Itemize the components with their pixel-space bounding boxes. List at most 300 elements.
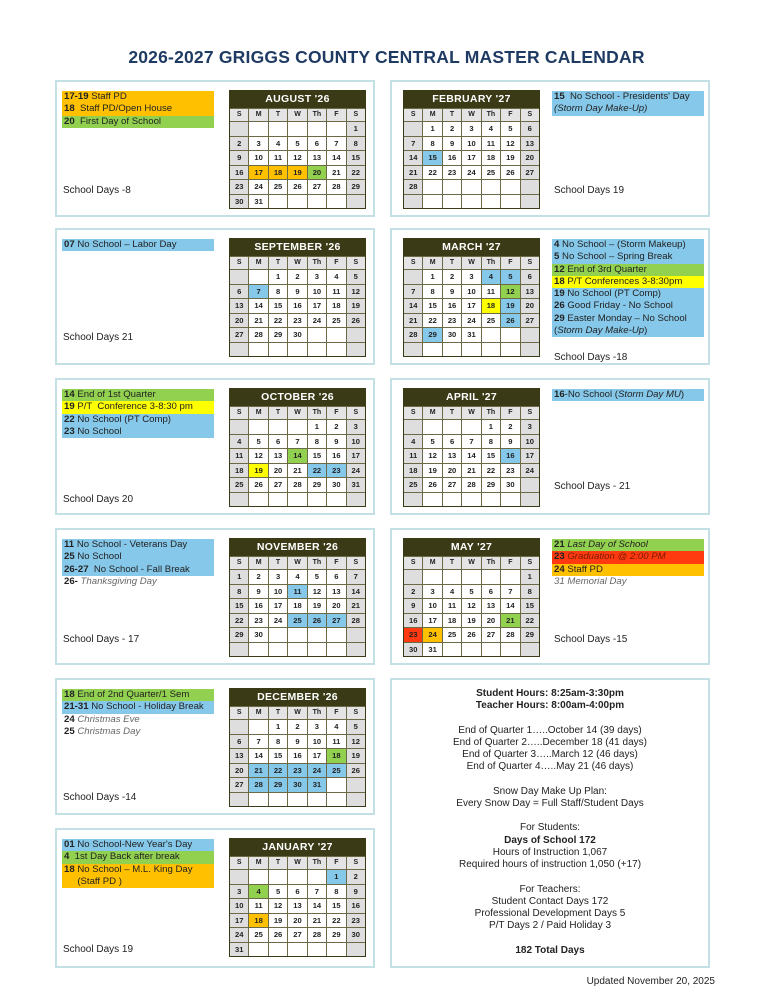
weekday-header: M [423,557,441,569]
calendar-day: 6 [230,285,248,299]
event-date: 01 [64,839,75,850]
month-title: APRIL '27 [445,391,498,403]
calendar-day: 9 [288,735,306,749]
empty-day [347,793,365,807]
event-note [552,564,704,576]
calendar-day: 30 [443,328,461,342]
empty-day [423,570,441,584]
empty-day [249,343,267,357]
calendar-day: 7 [327,137,345,151]
empty-day [308,643,326,657]
empty-day [308,122,326,136]
summary-line: 182 Total Days [515,944,585,956]
weekday-header: M [423,109,441,121]
event-text: No School - Presidents' Day [564,91,690,102]
calendar-day: 12 [249,449,267,463]
calendar-day: 27 [230,328,248,342]
calendar-day: 28 [288,478,306,492]
calendar-day: 31 [347,478,365,492]
calendar-grid [404,108,539,208]
weekday-header: W [288,707,306,719]
event-date: 22 [64,413,75,425]
calendar-day: 13 [327,585,345,599]
calendar-day: 6 [327,570,345,584]
weekday-header: S [521,407,539,419]
calendar-day: 24 [269,614,287,628]
weekday-header: M [249,557,267,569]
empty-day [423,493,441,507]
weekday-header: T [443,257,461,269]
event-date: 24 [554,563,565,575]
empty-day [288,343,306,357]
empty-day [482,643,500,657]
calendar-day: 12 [462,599,480,613]
calendar-summary-box [390,678,710,968]
empty-day [443,570,461,584]
calendar-day: 1 [230,570,248,584]
empty-day [347,943,365,957]
weekday-header: F [327,407,345,419]
event-date: 18 [554,275,565,287]
calendar-day: 22 [230,614,248,628]
weekday-header: W [288,407,306,419]
month-calendar [403,388,540,507]
calendar-day: 16 [288,749,306,763]
calendar-day: 27 [327,614,345,628]
month-title: AUGUST '26 [265,93,330,105]
event-date: 18 [64,689,75,700]
calendar-day: 14 [404,151,422,165]
calendar-day: 29 [230,628,248,642]
calendar-day: 15 [482,449,500,463]
empty-day [482,493,500,507]
calendar-day: 21 [462,464,480,478]
calendar-grid [230,556,365,656]
month-calendar [229,538,366,657]
calendar-day: 14 [288,449,306,463]
calendar-day: 29 [327,928,345,942]
weekday-header: S [347,857,365,869]
calendar-day: 23 [230,180,248,194]
event-text: Thanksgiving Day [77,575,157,587]
calendar-day: 7 [501,585,519,599]
calendar-day: 9 [443,285,461,299]
event-date: 5 [554,251,560,263]
weekday-header: Th [482,109,500,121]
empty-day [501,493,519,507]
empty-day [230,870,248,884]
calendar-day: 28 [404,328,422,342]
month-title: OCTOBER '26 [261,391,334,403]
empty-day [482,343,500,357]
empty-day [347,195,365,209]
calendar-day: 15 [521,599,539,613]
empty-day [501,343,519,357]
empty-day [423,420,441,434]
event-note [552,551,704,563]
calendar-day: 9 [404,599,422,613]
event-note [552,91,704,116]
event-text: Graduation @ 2:00 PM [564,551,666,563]
calendar-grid [404,256,539,356]
event-date: 19 [554,288,565,300]
calendar-day: 24 [462,166,480,180]
empty-day [462,343,480,357]
event-note [552,276,704,288]
event-text: Storm Day Make-Up [557,325,645,337]
weekday-header: W [462,257,480,269]
event-date: 19 [64,401,75,413]
calendar-day: 23 [443,314,461,328]
event-text: ) [680,389,685,400]
empty-day [288,493,306,507]
calendar-day: 13 [269,449,287,463]
calendar-day: 11 [327,735,345,749]
calendar-day: 7 [462,435,480,449]
empty-day [230,493,248,507]
calendar-day: 21 [288,464,306,478]
calendar-day: 10 [462,137,480,151]
school-days-count: School Days - 21 [554,481,631,492]
empty-day [443,643,461,657]
calendar-day: 29 [482,478,500,492]
calendar-day: 29 [308,478,326,492]
weekday-header: F [501,109,519,121]
calendar-day: 7 [288,435,306,449]
calendar-day: 2 [443,122,461,136]
calendar-day: 19 [249,464,267,478]
empty-day [269,493,287,507]
school-days-count: School Days 19 [63,944,134,955]
calendar-day: 25 [269,180,287,194]
calendar-day: 30 [288,778,306,792]
month-panel [55,80,375,217]
calendar-day: 15 [327,899,345,913]
empty-day [521,493,539,507]
calendar-day: 30 [230,195,248,209]
calendar-day: 11 [404,449,422,463]
event-text: ) [644,325,648,337]
empty-day [501,328,519,342]
calendar-grid [230,256,365,356]
calendar-day: 6 [230,735,248,749]
weekday-header: T [269,557,287,569]
calendar-day: 24 [308,314,326,328]
month-calendar [229,688,366,807]
empty-day [288,195,306,209]
calendar-day: 19 [423,464,441,478]
weekday-header: M [423,407,441,419]
calendar-day: 5 [501,122,519,136]
weekday-header: S [347,407,365,419]
calendar-day: 19 [308,599,326,613]
calendar-day: 12 [501,285,519,299]
calendar-day: 20 [230,314,248,328]
calendar-day: 10 [230,899,248,913]
month-panel [55,378,375,515]
calendar-day: 15 [230,599,248,613]
calendar-grid [404,406,539,506]
calendar-day: 24 [423,628,441,642]
calendar-day: 4 [404,435,422,449]
weekday-header: S [230,257,248,269]
calendar-day: 8 [308,435,326,449]
calendar-day: 12 [347,285,365,299]
empty-day [347,628,365,642]
weekday-header: T [269,857,287,869]
calendar-day: 13 [521,285,539,299]
school-days-count: School Days -8 [63,185,131,196]
calendar-day: 25 [288,614,306,628]
event-note [62,714,214,739]
calendar-day: 23 [347,914,365,928]
calendar-day: 31 [230,943,248,957]
empty-day [404,270,422,284]
event-notes [552,239,704,337]
calendar-day: 18 [269,166,287,180]
calendar-day: 13 [482,599,500,613]
calendar-day: 15 [308,449,326,463]
empty-day [249,270,267,284]
calendar-day: 30 [501,478,519,492]
summary-line: Hours of Instruction 1,067 [492,846,608,858]
spacer [392,713,708,725]
empty-day [404,195,422,209]
empty-day [462,493,480,507]
empty-day [288,643,306,657]
empty-day [308,943,326,957]
event-date: 25 [64,551,75,563]
calendar-day: 1 [269,720,287,734]
calendar-day: 21 [404,314,422,328]
calendar-grid [230,406,365,506]
calendar-day: 28 [501,628,519,642]
weekday-header: S [521,109,539,121]
calendar-day: 21 [501,614,519,628]
calendar-day: 20 [482,614,500,628]
event-text: No School-New Year's Day [74,839,193,850]
calendar-day: 18 [482,151,500,165]
weekday-header: S [347,707,365,719]
calendar-day: 17 [308,749,326,763]
empty-day [521,328,539,342]
weekday-header: T [443,109,461,121]
event-date: 12 [554,263,565,275]
event-date: 21 [554,539,565,550]
calendar-day: 9 [230,151,248,165]
weekday-header: F [327,257,345,269]
school-days-count: School Days -18 [554,352,628,363]
empty-day [443,195,461,209]
calendar-day: 20 [230,764,248,778]
calendar-day: 10 [249,151,267,165]
event-date: 11 [64,539,75,550]
calendar-day: 7 [249,285,267,299]
empty-day [482,328,500,342]
event-notes [552,91,704,116]
weekday-header: F [327,557,345,569]
empty-day [521,643,539,657]
calendar-day: 27 [521,314,539,328]
empty-day [404,420,422,434]
empty-day [249,870,267,884]
empty-day [462,195,480,209]
event-text: Good Friday - No School [564,300,673,312]
calendar-day: 22 [482,464,500,478]
calendar-day: 6 [521,122,539,136]
empty-day [230,343,248,357]
event-date: 24 [64,713,75,725]
calendar-day: 27 [308,180,326,194]
calendar-day: 2 [249,570,267,584]
summary-line: End of Quarter 3…..March 12 (46 days) [462,749,638,761]
weekday-header: S [521,557,539,569]
calendar-day: 22 [269,764,287,778]
event-text: End of 2nd Quarter/1 Sem [74,689,190,700]
event-date: 23 [64,425,75,437]
calendar-day: 1 [423,122,441,136]
calendar-day: 20 [308,166,326,180]
empty-day [269,870,287,884]
empty-day [327,195,345,209]
empty-day [327,943,345,957]
empty-day [269,628,287,642]
event-date: 20 [64,115,75,127]
event-note [62,389,214,401]
calendar-day: 5 [288,137,306,151]
calendar-day: 1 [347,122,365,136]
empty-day [482,180,500,194]
empty-day [521,195,539,209]
empty-day [230,643,248,657]
weekday-header: S [230,109,248,121]
summary-line: Snow Day Make Up Plan: [493,785,607,797]
calendar-day: 27 [443,478,461,492]
calendar-day: 20 [521,151,539,165]
event-text: No School [74,551,122,563]
spacer [392,810,708,822]
calendar-day: 2 [347,870,365,884]
empty-day [308,793,326,807]
empty-day [327,328,345,342]
event-text: -No School ( [564,389,618,400]
calendar-day: 15 [423,299,441,313]
event-note [62,864,214,889]
calendar-day: 27 [482,628,500,642]
calendar-day: 2 [501,420,519,434]
event-text: No School - Fall Break [88,563,190,575]
weekday-header: W [288,257,306,269]
empty-day [230,270,248,284]
calendar-day: 10 [269,585,287,599]
calendar-day: 22 [423,166,441,180]
calendar-day: 15 [347,151,365,165]
weekday-header: Th [308,707,326,719]
calendar-day: 28 [249,778,267,792]
calendar-day: 17 [521,449,539,463]
event-text: End of 3rd Quarter [564,263,647,275]
weekday-header: F [501,557,519,569]
calendar-day: 24 [462,314,480,328]
weekday-header: M [249,109,267,121]
calendar-day: 12 [288,151,306,165]
calendar-grid [230,706,365,806]
weekday-header: M [249,407,267,419]
empty-day [269,420,287,434]
calendar-day: 4 [249,885,267,899]
calendar-day: 5 [347,720,365,734]
calendar-day: 30 [249,628,267,642]
month-panel [390,378,710,515]
calendar-day: 19 [269,914,287,928]
calendar-day: 8 [423,137,441,151]
event-date: 23 [554,551,565,563]
weekday-header: S [230,557,248,569]
calendar-day: 13 [308,151,326,165]
empty-day [288,870,306,884]
empty-day [521,343,539,357]
month-calendar [229,238,366,357]
calendar-day: 7 [308,885,326,899]
empty-day [308,628,326,642]
month-title: SEPTEMBER '26 [254,241,341,253]
event-text: No School – (Storm Makeup) [559,239,686,250]
calendar-day: 6 [269,435,287,449]
calendar-day: 18 [327,299,345,313]
calendar-day: 30 [288,328,306,342]
calendar-day: 6 [443,435,461,449]
month-title: NOVEMBER '26 [256,541,339,553]
empty-day [501,180,519,194]
empty-day [501,643,519,657]
weekday-header: Th [308,109,326,121]
empty-day [308,195,326,209]
calendar-day: 21 [404,166,422,180]
event-text: Christmas Eve [74,713,140,725]
empty-day [288,420,306,434]
calendar-day: 1 [521,570,539,584]
empty-day [288,943,306,957]
weekday-header: F [327,857,345,869]
calendar-day: 21 [249,314,267,328]
event-notes [62,239,214,251]
calendar-day: 1 [308,420,326,434]
month-panel [55,228,375,365]
month-title: MARCH '27 [442,241,501,253]
calendar-day: 16 [327,449,345,463]
calendar-day: 5 [462,585,480,599]
empty-day [462,570,480,584]
event-text: Christmas Day [74,725,141,737]
calendar-day: 23 [288,764,306,778]
calendar-day: 26 [501,166,519,180]
calendar-day: 12 [347,735,365,749]
summary-line: End of Quarter 4…..May 21 (46 days) [466,761,634,773]
calendar-day: 13 [443,449,461,463]
calendar-day: 1 [423,270,441,284]
calendar-day: 14 [327,151,345,165]
calendar-day: 29 [347,180,365,194]
calendar-day: 29 [269,328,287,342]
month-title: DECEMBER '26 [257,691,338,703]
calendar-day: 30 [347,928,365,942]
event-text: No School (PT Comp) [564,288,661,300]
calendar-day: 4 [327,720,345,734]
calendar-day: 31 [462,328,480,342]
calendar-day: 8 [269,735,287,749]
weekday-header: T [269,707,287,719]
calendar-day: 20 [521,299,539,313]
